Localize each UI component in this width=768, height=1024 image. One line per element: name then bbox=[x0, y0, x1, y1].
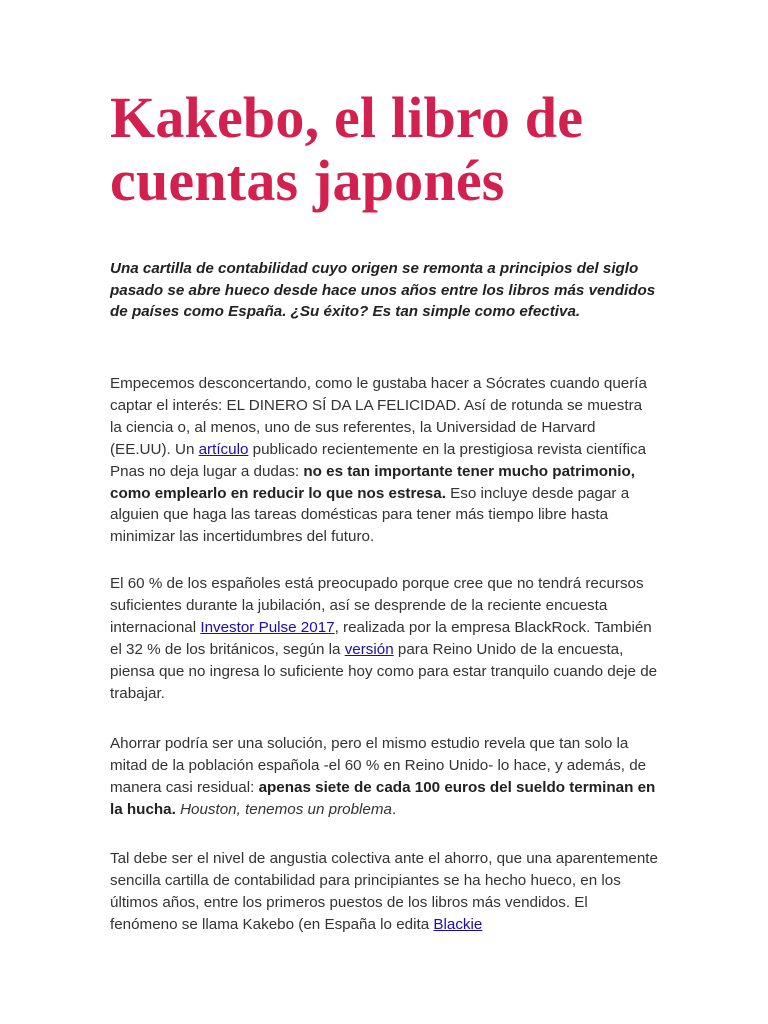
p3-end: . bbox=[391, 800, 397, 818]
p1-text-c: Eso incluye desde pagar a alguien que haga las tareas domésticas para tener más tiempo libre hasta minimizar las incertidumbres del futuro. bbox=[110, 484, 630, 546]
paragraph-1 bbox=[110, 373, 658, 548]
paragraph-3 bbox=[110, 733, 658, 821]
paragraph-2 bbox=[110, 573, 658, 704]
p1-text-b: publicado recientemente en la prestigiosa revista científica Pnas no deja lugar a dudas: bbox=[110, 440, 647, 480]
paragraph-4 bbox=[110, 848, 658, 936]
blackie-link[interactable]: Blackie bbox=[433, 915, 483, 933]
title-line-1: Kakebo, el libro de bbox=[110, 85, 584, 150]
p4-text-a: Tal debe ser el nivel de angustia colectiva ante el ahorro, que una aparentemente sencilla cartilla de contabilidad para principiantes se ha hecho hueco, en los últimos años, entre los primeros puestos de los libros más vendidos. El fenómeno se llama Kakebo (en España lo edita bbox=[110, 850, 658, 933]
p2-text-c: para Reino Unido de la encuesta, piensa que no ingresa lo suficiente hoy como para estar tranquilo cuando deje de trabajar. bbox=[110, 640, 658, 702]
version-link[interactable]: versión bbox=[344, 640, 394, 658]
article-lead: Una cartilla de contabilidad cuyo origen se remonta a principios del siglo pasado se abre hueco desde hace unos años entre los libros más vendidos de países como España. ¿Su éxito? Es tan simple como efectiva. bbox=[110, 260, 656, 321]
articulo-link[interactable]: artículo bbox=[198, 440, 249, 458]
p2-text-a: El 60 % de los españoles está preocupado porque cree que no tendrá recursos suficientes durante la jubilación, así se desprende de la reciente encuesta internacional bbox=[110, 575, 644, 636]
p3-bold: apenas siete de cada 100 euros del sueldo terminan en la hucha. bbox=[110, 778, 656, 818]
investor-pulse-link[interactable]: Investor Pulse 2017 bbox=[200, 618, 335, 636]
p1-text-a: Empecemos desconcertando, como le gustaba hacer a Sócrates cuando quería captar el interés: EL DINERO SÍ DA LA FELICIDAD. Así de rotunda se muestra la ciencia o, al menos, uno de sus referentes, la Universidad de Harvard (EE.UU). Un bbox=[110, 375, 647, 458]
p1-bold: no es tan importante tener mucho patrimonio, como emplearlo en reducir lo que nos estresa. bbox=[110, 462, 635, 502]
article-title bbox=[110, 86, 670, 212]
p3-text-a: Ahorrar podría ser una solución, pero el mismo estudio revela que tan solo la mitad de la población española -el 60 % en Reino Unido- lo hace, y además, de manera casi residual: bbox=[110, 735, 647, 796]
title-line-2: cuentas japonés bbox=[110, 148, 505, 213]
p3-italic: Houston, tenemos un problema bbox=[175, 800, 392, 818]
p2-text-b: , realizada por la empresa BlackRock. También el 32 % de los británicos, según la bbox=[110, 618, 652, 658]
